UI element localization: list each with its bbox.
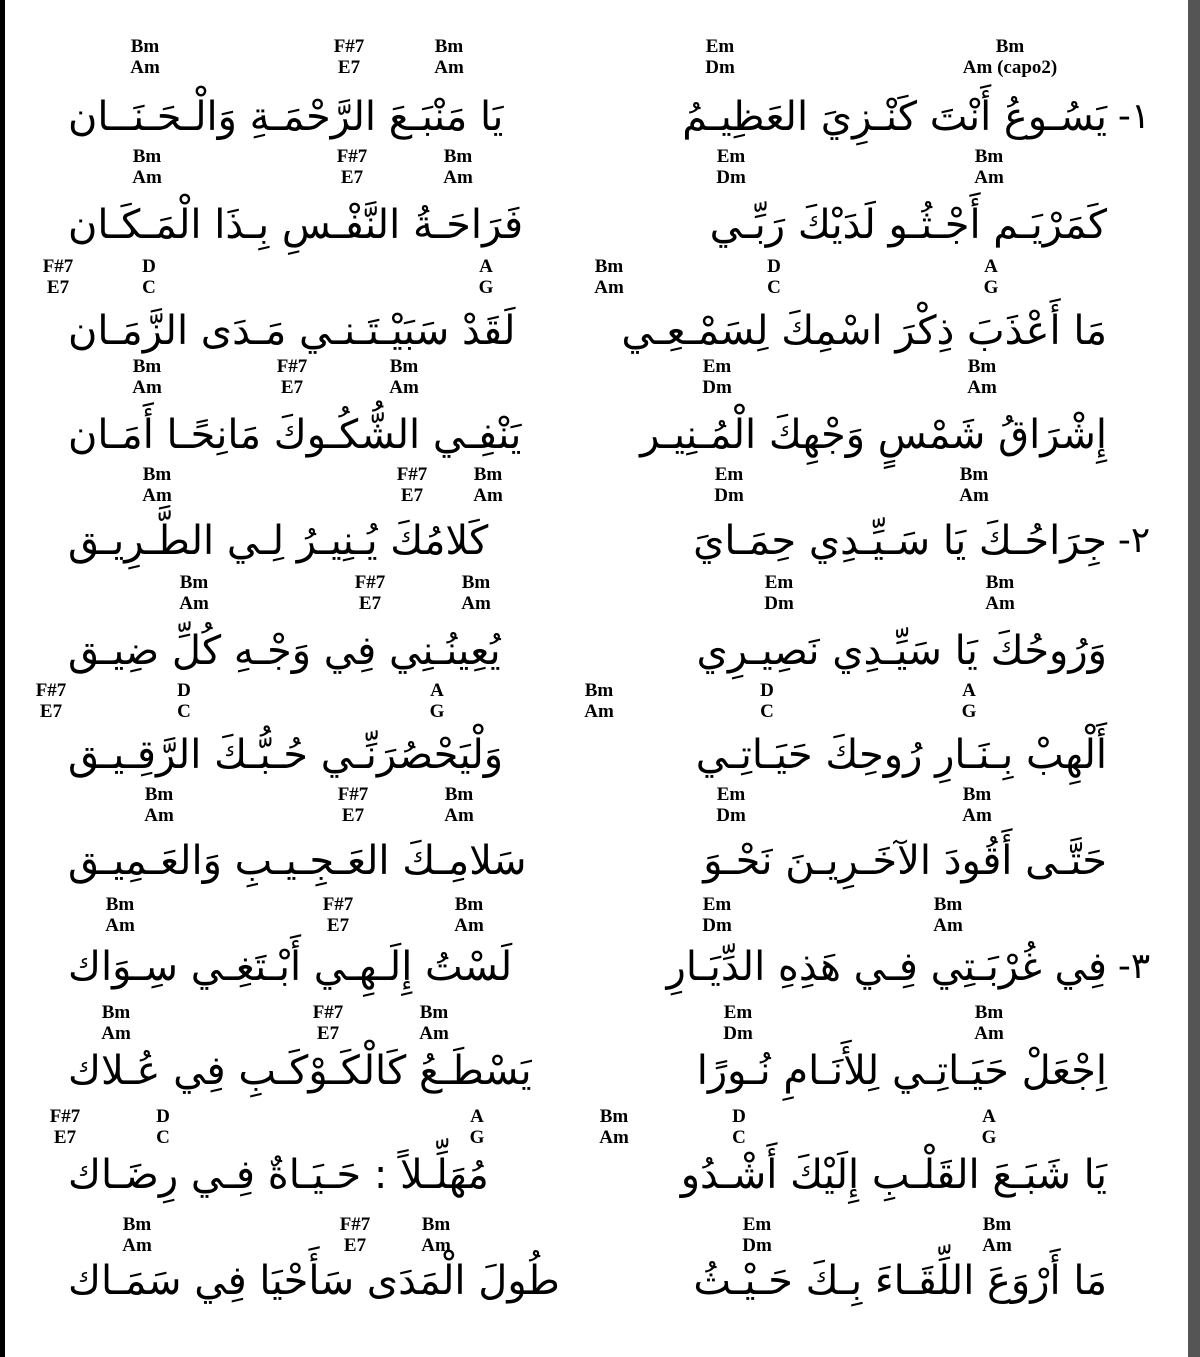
chord-capo: Am <box>444 805 474 826</box>
chord-capo: Am <box>144 805 174 826</box>
chord-primary: Bm <box>421 1214 451 1235</box>
chord-em <box>690 36 750 78</box>
chord-capo: G <box>478 277 494 298</box>
chord-primary: Em <box>714 464 744 485</box>
lyric-left-half: كَلامُكَ يُـنِيـرُ لِـي الطَّـرِيـق <box>68 518 489 564</box>
chord-f-sharp-7 <box>322 146 382 188</box>
chord-capo: Am <box>179 593 209 614</box>
chord-primary: Bm <box>454 894 484 915</box>
chord-primary: Em <box>716 784 746 805</box>
chord-capo: E7 <box>341 805 365 826</box>
chord-capo: Am <box>454 915 484 936</box>
chord-capo: Dm <box>702 377 732 398</box>
chord-primary: D <box>177 680 191 701</box>
chord-bm <box>952 356 1012 398</box>
lyric-right-half: كَمَرْيَـم أَجْـثُـو لَدَيْكَ رَبِّـي <box>709 202 1107 248</box>
chord-capo: Am <box>584 701 614 722</box>
chord-capo: E7 <box>400 485 424 506</box>
chord-primary: Bm <box>599 1106 629 1127</box>
chord-capo: Dm <box>716 805 746 826</box>
chord-primary: F#7 <box>339 1214 371 1235</box>
chord-primary: Bm <box>122 1214 152 1235</box>
chord-capo: Am <box>959 485 989 506</box>
chord-primary: Bm <box>443 146 473 167</box>
chord-d <box>737 680 797 722</box>
chord-capo: Am <box>974 1023 1004 1044</box>
chord-primary: Bm <box>105 894 135 915</box>
chord-capo: Am <box>933 915 963 936</box>
chord-capo: Dm <box>723 1023 753 1044</box>
chord-primary: Em <box>702 356 732 377</box>
chord-primary: Bm <box>967 356 997 377</box>
chord-capo: E7 <box>343 1235 367 1256</box>
chord-capo: Am <box>421 1235 451 1256</box>
chord-capo: E7 <box>326 915 350 936</box>
chord-capo: C <box>732 1127 746 1148</box>
chord-a <box>456 256 516 298</box>
verse-number: ٣- <box>1117 946 1151 987</box>
lyric-right-half: يَسُـوعُ أَنْتَ كَنْـزِيَ العَظِيـمُ <box>682 94 1107 140</box>
chord-capo: Am <box>962 805 992 826</box>
chord-em <box>708 1002 768 1044</box>
lyric-right-half: فِي غُرْبَـتِي فِـي هَذِهِ الدِّيَـارِ <box>666 944 1107 990</box>
chord-primary: F#7 <box>354 572 386 593</box>
chord-capo: Am <box>985 593 1015 614</box>
chord-bm <box>86 1002 146 1044</box>
chord-primary: Bm <box>974 146 1004 167</box>
chord-capo: Am <box>967 377 997 398</box>
chord-primary: Bm <box>995 36 1025 57</box>
chord-bm <box>117 146 177 188</box>
chord-bm <box>406 1214 466 1256</box>
chord-capo: G <box>983 277 999 298</box>
chord-primary: A <box>984 256 998 277</box>
chord-capo: C <box>760 701 774 722</box>
chord-d <box>744 256 804 298</box>
chord-bm <box>129 784 189 826</box>
lyric-right-half: أَلْهِبْ بِـنَـارِ رُوحِكَ حَيَـاتِـي <box>695 732 1107 778</box>
chord-bm <box>458 464 518 506</box>
chord-bm <box>569 680 629 722</box>
chord-d <box>154 680 214 722</box>
chord-a <box>939 680 999 722</box>
chord-primary: Bm <box>933 894 963 915</box>
lyric-right-half: مَا أَرْوَعَ اللِّقَـاءَ بِـكَ حَـيْـثُ <box>693 1258 1107 1304</box>
chord-f-sharp-7 <box>21 680 81 722</box>
chord-capo: Am <box>974 167 1004 188</box>
window-scrollbar[interactable] <box>1188 0 1200 1357</box>
chord-capo: Am <box>599 1127 629 1148</box>
chord-capo: Am <box>419 1023 449 1044</box>
chord-bm <box>374 356 434 398</box>
chord-capo: C <box>767 277 781 298</box>
chord-primary: F#7 <box>35 680 67 701</box>
chord-primary: D <box>767 256 781 277</box>
lyric-left-half: طُولَ الْمَدَى سَأَحْيَا فِي سَمَـاك <box>68 1258 560 1304</box>
chord-primary: Bm <box>179 572 209 593</box>
chord-bm <box>959 146 1019 188</box>
chord-bm <box>918 894 978 936</box>
lyric-right-half: اِجْعَلْ حَيَـاتِـي لِلأَنَـامِ نُـورًا <box>696 1048 1107 1094</box>
chord-primary: A <box>962 680 976 701</box>
lyric-left-half: يَسْطَـعُ كَالْكَـوْكَـبِ فِي عُـلاك <box>68 1048 532 1094</box>
chord-capo: Am (capo2) <box>962 57 1058 78</box>
chord-capo: E7 <box>53 1127 77 1148</box>
chord-primary: A <box>982 1106 996 1127</box>
chord-primary: Em <box>723 1002 753 1023</box>
chord-capo: C <box>177 701 191 722</box>
chord-bm <box>584 1106 644 1148</box>
chord-primary: Em <box>742 1214 772 1235</box>
chord-primary: A <box>479 256 493 277</box>
chord-f-sharp-7 <box>382 464 442 506</box>
chord-primary: Bm <box>144 784 174 805</box>
chord-primary: A <box>430 680 444 701</box>
chord-capo: Am <box>130 57 160 78</box>
chord-capo: E7 <box>340 167 364 188</box>
lyric-right-half: وَرُوحُكَ يَا سَيِّـدِي نَصِيـرِي <box>696 628 1107 674</box>
chord-capo: E7 <box>316 1023 340 1044</box>
chord-primary: Bm <box>142 464 172 485</box>
chord-capo: Am <box>132 167 162 188</box>
chord-capo: C <box>142 277 156 298</box>
verse-number: ٢- <box>1117 520 1151 561</box>
lyric-left-half: فَرَاحَـةُ النَّفْـسِ بِـذَا الْمَـكَـان <box>68 202 524 248</box>
lyric-right-half: جِرَاحُـكَ يَا سَـيِّـدِي حِمَـايَ <box>693 518 1107 564</box>
chord-capo: Dm <box>764 593 794 614</box>
lyric-left-half: يَا مَنْبَـعَ الرَّحْمَـةِ وَالْـحَـنَــان <box>68 94 504 140</box>
chord-bm <box>127 464 187 506</box>
chord-f-sharp-7 <box>298 1002 358 1044</box>
chord-primary: Em <box>764 572 794 593</box>
chord-primary: Bm <box>389 356 419 377</box>
chord-a <box>447 1106 507 1148</box>
chord-d <box>709 1106 769 1148</box>
chord-d <box>133 1106 193 1148</box>
chord-capo: G <box>961 701 977 722</box>
lyric-left-half: يَنْفِـي الشُّكُـوكَ مَانِحًـا أَمَـان <box>68 412 522 458</box>
chord-primary: Bm <box>985 572 1015 593</box>
chord-capo: Dm <box>714 485 744 506</box>
chord-capo: Am <box>132 377 162 398</box>
chord-capo: Am <box>105 915 135 936</box>
chord-primary: F#7 <box>336 146 368 167</box>
chord-a <box>407 680 467 722</box>
chord-primary: F#7 <box>333 36 365 57</box>
chord-bm-capo <box>940 36 1080 78</box>
chord-primary: Bm <box>461 572 491 593</box>
chord-capo: G <box>981 1127 997 1148</box>
chord-bm <box>428 146 488 188</box>
chord-capo: G <box>429 701 445 722</box>
chord-bm <box>90 894 150 936</box>
chord-primary: Bm <box>959 464 989 485</box>
chord-capo: Am <box>982 1235 1012 1256</box>
chord-f-sharp-7 <box>28 256 88 298</box>
chord-em <box>687 894 747 936</box>
chord-capo: Am <box>443 167 473 188</box>
chord-capo: Am <box>122 1235 152 1256</box>
chord-primary: Bm <box>982 1214 1012 1235</box>
chord-bm <box>967 1214 1027 1256</box>
lyric-right-half: مَا أَعْذَبَ ذِكْرَ اسْمِكَ لِسَمْـعِـي <box>621 308 1107 354</box>
chord-primary: Bm <box>962 784 992 805</box>
chord-em <box>727 1214 787 1256</box>
chord-primary: F#7 <box>337 784 369 805</box>
chord-bm <box>115 36 175 78</box>
chord-f-sharp-7 <box>340 572 400 614</box>
chord-capo: Am <box>461 593 491 614</box>
chord-primary: Bm <box>132 146 162 167</box>
chord-capo: E7 <box>46 277 70 298</box>
chord-bm <box>439 894 499 936</box>
lyric-right-half: يَا شَبَـعَ القَلْـبِ إِلَيْكَ أَشْـدُو <box>680 1152 1107 1198</box>
chord-bm <box>404 1002 464 1044</box>
chord-primary: Bm <box>132 356 162 377</box>
chord-bm <box>419 36 479 78</box>
chord-capo: E7 <box>358 593 382 614</box>
chord-capo: Am <box>594 277 624 298</box>
chord-bm <box>947 784 1007 826</box>
chord-f-sharp-7 <box>319 36 379 78</box>
chord-capo: C <box>156 1127 170 1148</box>
chord-capo: Am <box>389 377 419 398</box>
chord-capo: Dm <box>702 915 732 936</box>
chord-em <box>699 464 759 506</box>
chord-primary: Bm <box>473 464 503 485</box>
chord-capo: Dm <box>716 167 746 188</box>
chord-primary: Em <box>716 146 746 167</box>
chord-primary: D <box>732 1106 746 1127</box>
chord-a <box>959 1106 1019 1148</box>
chord-f-sharp-7 <box>35 1106 95 1148</box>
chord-capo: Am <box>434 57 464 78</box>
chord-f-sharp-7 <box>308 894 368 936</box>
chord-bm <box>117 356 177 398</box>
lyric-left-half: لَسْتُ إِلَـهِـي أَبْـتَغِـي سِـوَاك <box>68 944 513 990</box>
chord-f-sharp-7 <box>262 356 322 398</box>
chord-f-sharp-7 <box>323 784 383 826</box>
chord-bm <box>959 1002 1019 1044</box>
chord-primary: Bm <box>101 1002 131 1023</box>
chord-bm <box>429 784 489 826</box>
chord-capo: E7 <box>337 57 361 78</box>
chord-f-sharp-7 <box>325 1214 385 1256</box>
lyric-left-half: مُهَلِّـلاً : حَـيَـاةٌ فِـي رِضَـاك <box>68 1152 489 1198</box>
chord-primary: Bm <box>419 1002 449 1023</box>
chord-primary: Bm <box>974 1002 1004 1023</box>
chord-capo: Dm <box>742 1235 772 1256</box>
chord-primary: D <box>142 256 156 277</box>
verse-number: ١- <box>1117 96 1151 137</box>
chord-primary: F#7 <box>312 1002 344 1023</box>
chord-primary: F#7 <box>42 256 74 277</box>
chord-primary: Em <box>702 894 732 915</box>
chord-primary: D <box>760 680 774 701</box>
chord-capo: Dm <box>705 57 735 78</box>
chord-bm <box>579 256 639 298</box>
lyric-left-half: يُعِينُـنِي فِي وَجْـهِ كُلِّ ضِيـق <box>68 628 501 674</box>
chord-bm <box>107 1214 167 1256</box>
chord-em <box>701 784 761 826</box>
lyric-right-half: حَتَّـى أَقُودَ الآخَـرِيـنَ نَحْـوَ <box>703 838 1107 884</box>
chord-bm <box>944 464 1004 506</box>
chord-capo: G <box>469 1127 485 1148</box>
chord-primary: Bm <box>594 256 624 277</box>
chord-primary: F#7 <box>322 894 354 915</box>
chord-bm <box>446 572 506 614</box>
chord-em <box>749 572 809 614</box>
chord-a <box>961 256 1021 298</box>
lyric-right-half: إِشْرَاقُ شَمْسٍ وَجْهِكَ الْمُـنِيـر <box>640 412 1107 458</box>
chord-d <box>119 256 179 298</box>
chord-capo: Am <box>473 485 503 506</box>
chord-primary: Bm <box>130 36 160 57</box>
lyric-left-half: وَلْيَحْصُرَنِّـي حُـبُّـكَ الرَّقِـيـق <box>68 732 504 778</box>
chord-capo: E7 <box>280 377 304 398</box>
chord-primary: A <box>470 1106 484 1127</box>
chord-capo: Am <box>142 485 172 506</box>
chord-primary: D <box>156 1106 170 1127</box>
chord-em <box>701 146 761 188</box>
chord-primary: Em <box>705 36 735 57</box>
chord-em <box>687 356 747 398</box>
chord-capo: E7 <box>39 701 63 722</box>
chord-primary: F#7 <box>276 356 308 377</box>
chord-primary: F#7 <box>49 1106 81 1127</box>
chord-capo: Am <box>101 1023 131 1044</box>
chord-bm <box>164 572 224 614</box>
chord-primary: Bm <box>584 680 614 701</box>
chord-primary: Bm <box>444 784 474 805</box>
lyric-left-half: سَلامِـكَ العَـجِـيـبِ وَالعَـمِيـق <box>68 838 527 884</box>
chord-primary: Bm <box>434 36 464 57</box>
chord-primary: F#7 <box>396 464 428 485</box>
chord-bm <box>970 572 1030 614</box>
lyric-left-half: لَقَدْ سَبَيْـتَـنـي مَـدَى الزَّمَـان <box>68 308 516 354</box>
